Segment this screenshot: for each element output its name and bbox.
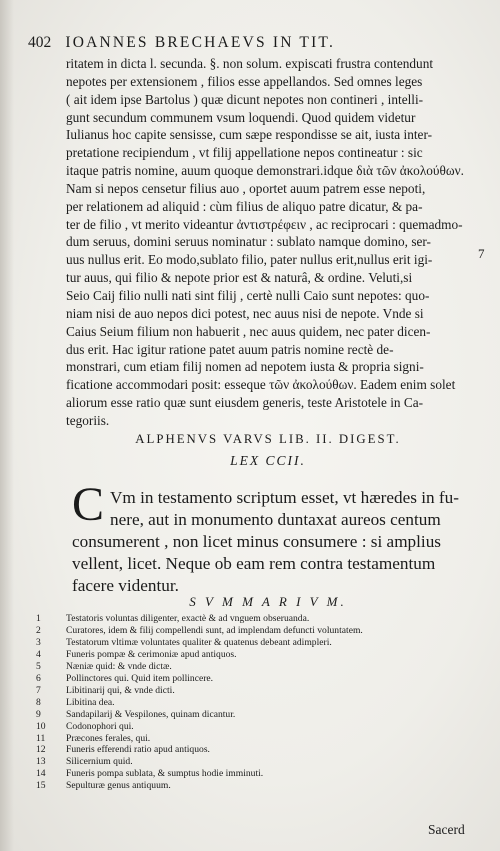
summary-item <box>36 780 476 792</box>
text-line: tur auus, qui filio & nepote prior est & naturâ, & ordine. Veluti,si <box>66 270 413 286</box>
summary-item-number: 5 <box>36 660 41 672</box>
summary-item-number: 7 <box>36 684 41 696</box>
summary-item-text: Næniæ quid: & vnde dictæ. <box>66 660 172 672</box>
summary-item-text: Funeris efferendi ratio apud antiquos. <box>66 744 210 756</box>
summary-item-number: 12 <box>36 744 46 756</box>
summary-heading: S V M M A R I V M. <box>189 594 347 609</box>
text-line: ficatione accommodari posit: esseque τῶν ἀκολούθων. Eadem enim solet <box>66 377 456 393</box>
summary-item-number: 6 <box>36 672 41 684</box>
summary-item-number: 13 <box>36 756 46 768</box>
margin-note-number: 7 <box>478 246 485 261</box>
text-line: dum seruus, domini seruus nominatur : sublato namque domino, ser- <box>66 234 431 250</box>
text-line: monstrari, cum etiam filij nomen ad nepotem iusta & propria signi- <box>66 359 424 375</box>
text-line: uus nullus erit. Eo modo,sublato filio, pater nullus erit,nullus erit igi- <box>66 252 433 268</box>
summary-item-number: 10 <box>36 720 46 732</box>
summary-item <box>36 637 476 649</box>
text-line: ter de filio , vt merito videantur ἀντιστρέφειν , ac reciprocari : quemadmo- <box>66 216 463 232</box>
commentary-text <box>66 55 470 430</box>
law-text-line: consumerent , non licet minus consumere : si amplius <box>72 531 441 551</box>
summary-item <box>36 697 476 709</box>
summary-item-number: 15 <box>36 780 46 792</box>
summary-item <box>36 733 476 745</box>
summary-item-text: Libitina dea. <box>66 696 115 708</box>
text-line: ( ait idem ipse Bartolus ) quæ dicunt nepotes non contineri , intelli- <box>66 91 424 107</box>
law-text-line: nere, aut in monumento duntaxat aureos centum <box>110 509 441 529</box>
summary-item <box>36 613 476 625</box>
summary-item-text: Silicernium quid. <box>66 756 133 768</box>
summary-item-number: 3 <box>36 636 41 648</box>
summary-item-number: 11 <box>36 732 46 744</box>
summary-item <box>36 744 476 756</box>
text-line: Caius Seium filium non habuerit , nec auus quidem, nec pater dicen- <box>66 323 431 339</box>
summary-item <box>36 756 476 768</box>
summary-item-text: Testatoris voluntas diligenter, exactè & ad vnguem obseruanda. <box>66 613 310 624</box>
text-line: tegoriis. <box>66 412 110 428</box>
summary-item-text: Præcones ferales, qui. <box>66 732 151 744</box>
summary-list <box>36 613 476 792</box>
summary-item-text: Testatorum vltimæ voluntates qualiter & quatenus debeant adimpleri. <box>66 636 332 648</box>
text-line: Iulianus hoc capite sensisse, cum sæpe respondisse se ait, iusta inter- <box>66 127 433 143</box>
law-text-line: facere videntur. <box>72 575 179 595</box>
text-line: Seio Caij filio nulli nati sint filij , certè nulli Caio sunt nepotes: quo- <box>66 287 430 303</box>
summary-item <box>36 721 476 733</box>
running-header <box>28 34 483 52</box>
summary-item-text: Curatores, idem & filij compellendi sunt, ad implendam defuncti voluntatem. <box>66 624 363 636</box>
drop-cap: C <box>72 478 105 531</box>
text-line: pretatione recipiendum , vt filij appellatione nepos contineatur : sic <box>66 145 423 161</box>
summary-item <box>36 661 476 673</box>
summary-item <box>36 625 476 637</box>
page-number: 402 <box>28 34 52 51</box>
text-line: per relationem ad aliquid : cùm filius de aliquo patre dicatur, & pa- <box>66 198 423 214</box>
summary-item <box>36 709 476 721</box>
law-text-line: vellent, licet. Neque ob eam rem contra testamentum <box>72 553 436 573</box>
summary-item-number: 4 <box>36 648 41 660</box>
summary-item-text: Codonophori qui. <box>66 720 134 732</box>
text-line: Nam si nepos censetur filius auo , oportet auum patrem esse nepoti, <box>66 180 426 196</box>
summary-item-text: Libitinarij qui, & vnde dicti. <box>66 684 175 696</box>
law-source-heading: ALPHENVS VARVS LIB. II. DIGEST. <box>135 432 401 446</box>
summary-item-number: 9 <box>36 708 41 720</box>
text-line: ritatem in dicta l. secunda. §. non solum. expiscati frustra contendunt <box>66 56 434 71</box>
summary-item-number: 2 <box>36 624 41 636</box>
summary-item <box>36 649 476 661</box>
summary-item <box>36 673 476 685</box>
summary-item-text: Funeris pompæ & cerimoniæ apud antiquos. <box>66 648 237 660</box>
summary-item <box>36 768 476 780</box>
summary-item-text: Sandapilarij & Vespilones, quinam dicantur. <box>66 708 236 720</box>
summary-item-text: Funeris pompa sublata, & sumptus hodie imminuti. <box>66 768 264 780</box>
lex-heading: LEX CCII. <box>230 453 306 468</box>
text-line: niam nisi de auo nepos dici potest, nec auus nisi de nepote. Vnde si <box>66 305 424 321</box>
running-title: IOANNES BRECHAEVS IN TIT. <box>65 34 336 51</box>
summary-item <box>36 685 476 697</box>
summary-item-text: Sepulturæ genus antiquum. <box>66 780 171 792</box>
law-text-line: Vm in testamento scriptum esset, vt hæredes in fu- <box>110 488 459 507</box>
summary-item-number: 14 <box>36 768 46 780</box>
text-line: aliorum esse ratio quæ sunt eiusdem generis, teste Aristotele in Ca- <box>66 395 424 411</box>
summary-item-text: Pollinctores qui. Quid item pollincere. <box>66 672 214 684</box>
catchword: Sacerd <box>428 822 465 837</box>
text-line: nepotes per extensionem , filios esse appellandos. Sed omnes leges <box>66 73 423 89</box>
summary-item-number: 8 <box>36 696 41 708</box>
summary-item-number: 1 <box>36 613 41 624</box>
law-text <box>72 487 472 597</box>
text-line: itaque patris nomine, auum quoque demonstrari.idque διὰ τῶν ἀκολούθων. <box>66 163 464 179</box>
text-line: dus erit. Hac igitur ratione patet auum patris nomine rectè de- <box>66 341 394 357</box>
page-gutter-shadow <box>0 0 14 851</box>
text-line: gunt secundum communem vsum loquendi. Quod quidem videtur <box>66 109 416 125</box>
